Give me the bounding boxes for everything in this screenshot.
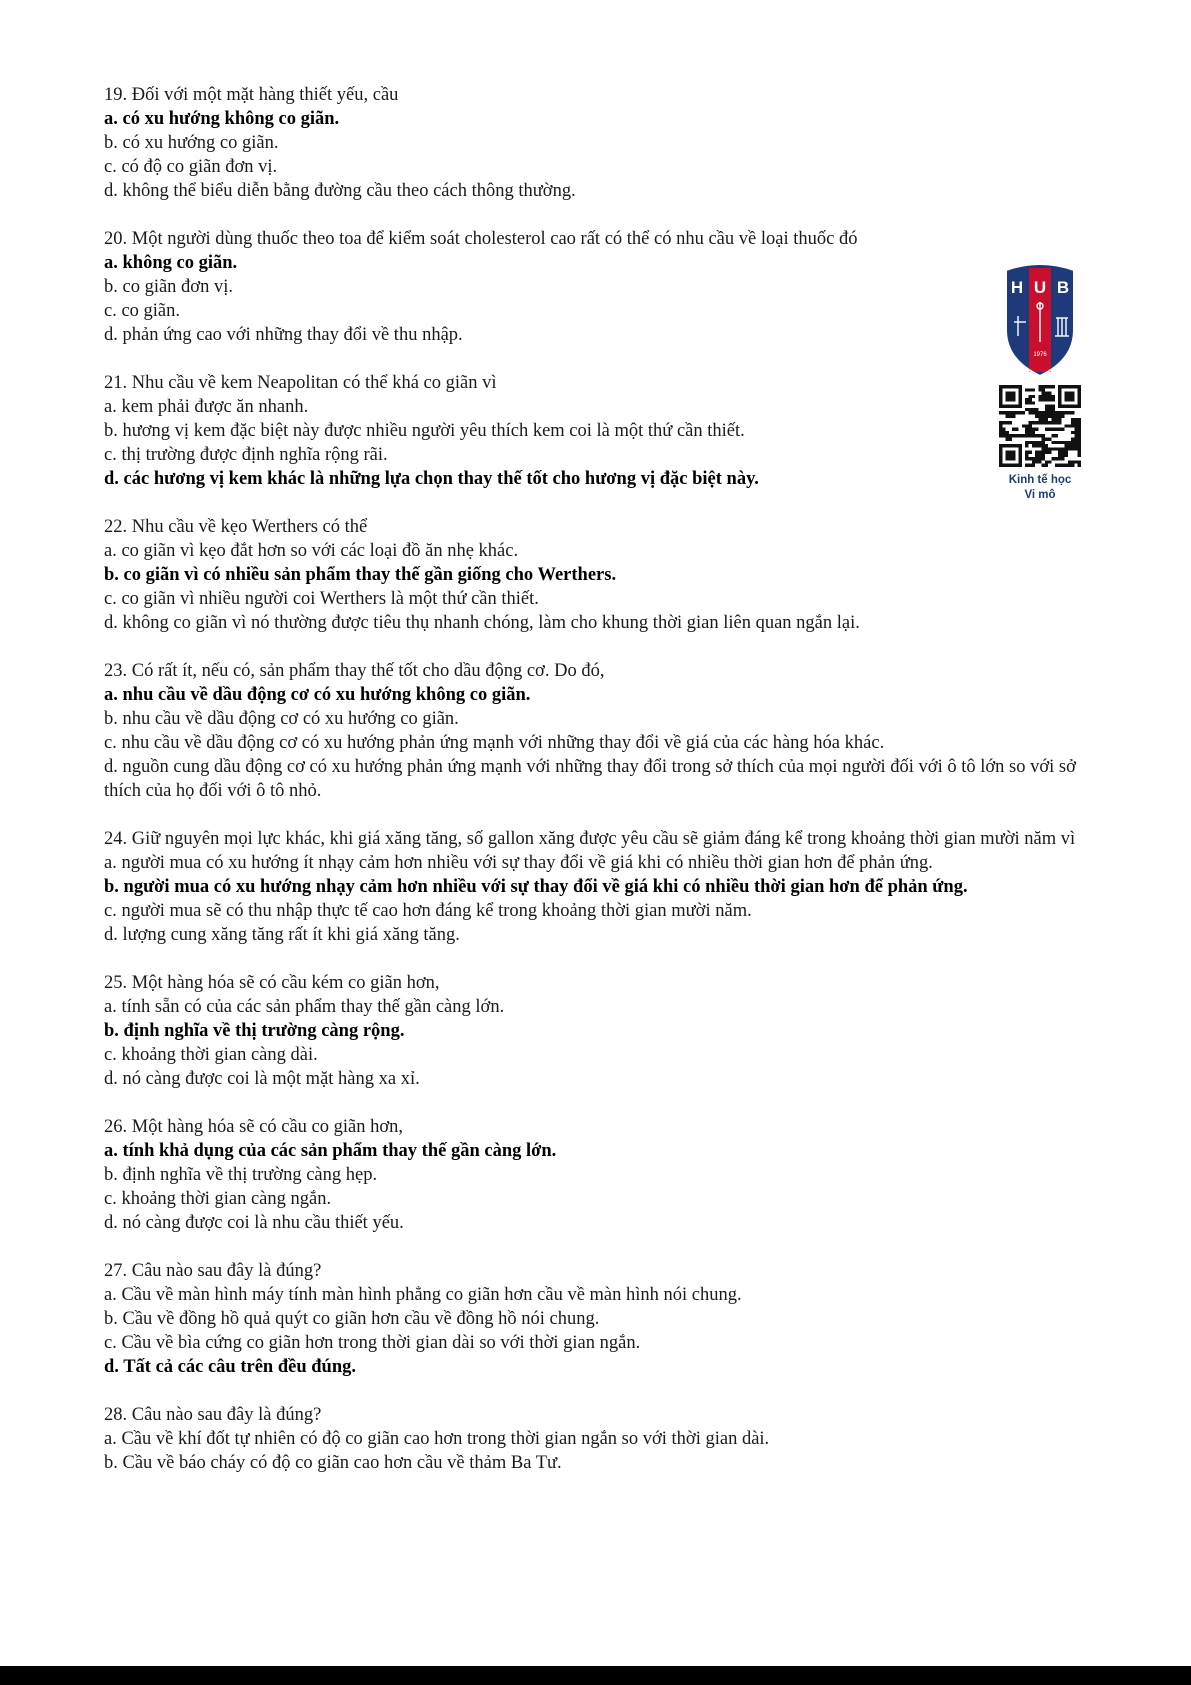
question-stem: 21. Nhu cầu về kem Neapolitan có thể khá co giãn vì <box>104 373 497 393</box>
question-block <box>104 1403 1094 1475</box>
answer-option: a. Cầu về màn hình máy tính màn hình phẳng co giãn hơn cầu về màn hình nói chung. <box>104 1285 742 1305</box>
answer-option: d. không thể biểu diễn bằng đường cầu theo cách thông thường. <box>104 181 576 201</box>
answer-option: c. Cầu về bìa cứng co giãn hơn trong thời gian dài so với thời gian ngắn. <box>104 1333 641 1353</box>
question-block <box>104 1259 1094 1379</box>
answer-option: b. có xu hướng co giãn. <box>104 133 279 153</box>
page-bottom-border <box>0 1666 1191 1685</box>
caption-line-2: Vi mô <box>1024 489 1056 501</box>
answer-option-correct: a. có xu hướng không co giãn. <box>104 109 340 129</box>
question-block <box>104 971 1094 1091</box>
question-block <box>104 659 1094 803</box>
answer-option: c. khoảng thời gian càng dài. <box>104 1045 318 1065</box>
answer-option: a. Cầu về khí đốt tự nhiên có độ co giãn cao hơn trong thời gian ngắn so với thời gian dài. <box>104 1429 770 1449</box>
answer-option: a. kem phải được ăn nhanh. <box>104 397 309 417</box>
answer-option-correct: a. không co giãn. <box>104 253 238 273</box>
question-block <box>104 515 1094 635</box>
answer-option: a. tính sẵn có của các sản phẩm thay thế gần càng lớn. <box>104 997 505 1017</box>
answer-option-correct: b. định nghĩa về thị trường càng rộng. <box>104 1021 405 1041</box>
question-stem: 20. Một người dùng thuốc theo toa để kiểm soát cholesterol cao rất có thể có nhu cầu về loại thuốc đó <box>104 229 858 249</box>
document-body <box>104 83 1094 1499</box>
answer-option: b. nhu cầu về dầu động cơ có xu hướng co giãn. <box>104 709 459 729</box>
answer-option: a. co giãn vì kẹo đắt hơn so với các loại đồ ăn nhẹ khác. <box>104 541 519 561</box>
question-stem: 19. Đối với một mặt hàng thiết yếu, cầu <box>104 85 399 105</box>
answer-option: b. Cầu về đồng hồ quả quýt co giãn hơn cầu về đồng hồ nói chung. <box>104 1309 600 1329</box>
answer-option-correct: a. tính khả dụng của các sản phẩm thay thế gần càng lớn. <box>104 1141 557 1161</box>
logo-year: 1976 <box>1033 352 1047 358</box>
question-stem: 26. Một hàng hóa sẽ có cầu co giãn hơn, <box>104 1117 404 1137</box>
logo-letter-h: H <box>1010 278 1024 297</box>
question-stem: 24. Giữ nguyên mọi lực khác, khi giá xăng tăng, số gallon xăng được yêu cầu sẽ giảm đáng kể trong khoảng thời gian mười năm vì <box>104 829 1076 849</box>
answer-option: d. nguồn cung dầu động cơ có xu hướng phản ứng mạnh với những thay đổi trong sở thích của mọi người đối với ô tô lớn so với sở thích của họ đối với ô tô nhỏ. <box>104 757 1076 801</box>
answer-option: d. lượng cung xăng tăng rất ít khi giá xăng tăng. <box>104 925 460 945</box>
answer-option: c. nhu cầu về dầu động cơ có xu hướng phản ứng mạnh với những thay đổi về giá của các hàng hóa khác. <box>104 733 885 753</box>
answer-option-correct: d. các hương vị kem khác là những lựa chọn thay thế tốt cho hương vị đặc biệt này. <box>104 469 759 489</box>
question-block <box>104 827 1094 947</box>
question-stem: 23. Có rất ít, nếu có, sản phẩm thay thế tốt cho dầu động cơ. Do đó, <box>104 661 605 681</box>
answer-option-correct: b. co giãn vì có nhiều sản phẩm thay thế gần giống cho Werthers. <box>104 565 617 585</box>
answer-option: d. nó càng được coi là nhu cầu thiết yếu. <box>104 1213 404 1233</box>
sidebar-caption <box>996 473 1084 503</box>
logo-letter-u: U <box>1033 278 1047 297</box>
answer-option: b. định nghĩa về thị trường càng hẹp. <box>104 1165 378 1185</box>
answer-option: d. không co giãn vì nó thường được tiêu thụ nhanh chóng, làm cho khung thời gian liên quan ngắn lại. <box>104 613 860 633</box>
answer-option: b. hương vị kem đặc biệt này được nhiều người yêu thích kem coi là một thứ cần thiết. <box>104 421 745 441</box>
answer-option: b. Cầu về báo cháy có độ co giãn cao hơn cầu về thảm Ba Tư. <box>104 1453 562 1473</box>
question-stem: 25. Một hàng hóa sẽ có cầu kém co giãn hơn, <box>104 973 440 993</box>
answer-option-correct: b. người mua có xu hướng nhạy cảm hơn nhiều với sự thay đổi về giá khi có nhiều thời gian hơn để phản ứng. <box>104 877 968 897</box>
answer-option: a. người mua có xu hướng ít nhạy cảm hơn nhiều với sự thay đổi về giá khi có nhiều thời gian hơn để phản ứng. <box>104 853 933 873</box>
logo-letter-b: B <box>1056 278 1070 297</box>
question-block <box>104 227 1094 347</box>
answer-option: d. phản ứng cao với những thay đổi về thu nhập. <box>104 325 463 345</box>
answer-option: b. co giãn đơn vị. <box>104 277 233 297</box>
answer-option: d. nó càng được coi là một mặt hàng xa xỉ. <box>104 1069 420 1089</box>
answer-option-correct: a. nhu cầu về dầu động cơ có xu hướng không co giãn. <box>104 685 531 705</box>
question-stem: 28. Câu nào sau đây là đúng? <box>104 1405 322 1425</box>
hub-logo <box>1002 260 1078 378</box>
question-stem: 22. Nhu cầu về kẹo Werthers có thể <box>104 517 368 537</box>
answer-option: c. người mua sẽ có thu nhập thực tế cao hơn đáng kể trong khoảng thời gian mười năm. <box>104 901 752 921</box>
answer-option: c. co giãn. <box>104 301 181 321</box>
answer-option: c. co giãn vì nhiều người coi Werthers là một thứ cần thiết. <box>104 589 539 609</box>
answer-option: c. khoảng thời gian càng ngắn. <box>104 1189 332 1209</box>
qr-code-icon[interactable] <box>999 385 1081 467</box>
answer-option-correct: d. Tất cả các câu trên đều đúng. <box>104 1357 356 1377</box>
caption-line-1: Kinh tế học <box>1008 474 1072 486</box>
question-stem: 27. Câu nào sau đây là đúng? <box>104 1261 322 1281</box>
question-block <box>104 371 1094 491</box>
question-block <box>104 83 1094 203</box>
answer-option: c. thị trường được định nghĩa rộng rãi. <box>104 445 388 465</box>
question-block <box>104 1115 1094 1235</box>
answer-option: c. có độ co giãn đơn vị. <box>104 157 278 177</box>
